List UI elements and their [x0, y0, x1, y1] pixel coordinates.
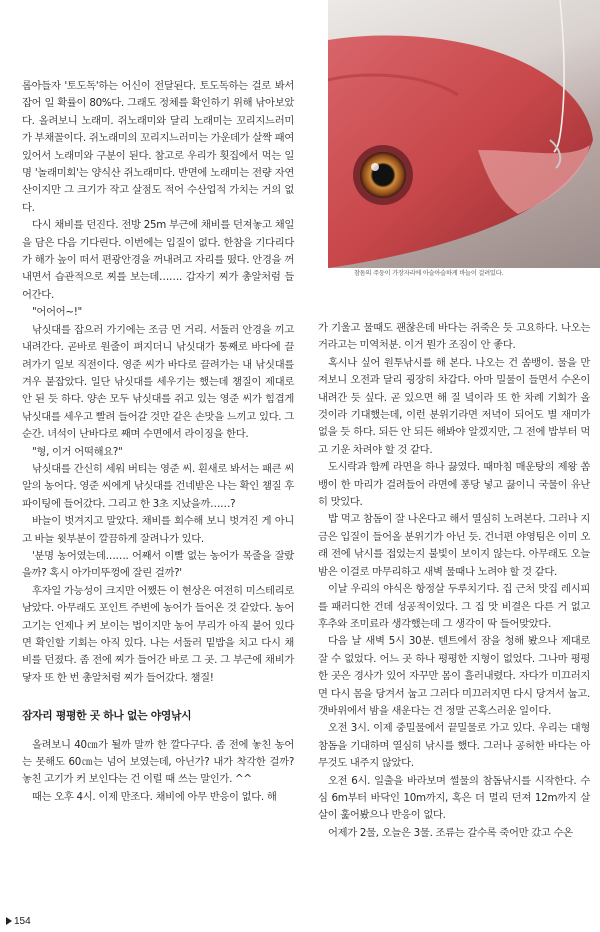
- section-heading: 잠자리 평평한 곳 하나 없는 야영낚시: [22, 709, 192, 723]
- paragraph: 혹시나 싶어 원투낚시를 해 본다. 나오는 건 쏨뱅이. 물을 만져보니 오전과 달리 굉장히 차갑다. 아마 밀물이 들면서 수온이 내려간 듯 싶다. 곧 있으면 해 질 녘이라 또 한 차례 기회가 올 것이라 기대했는데, 이런 분위기라면 저녁이 되어도 별 재미가 없을 듯 하다. 되든 안 되든 해봐야 알겠지만, 그 전에 밥부터 먹고 기운 차려야 할 것 같다.: [318, 356, 590, 456]
- paragraph: 낚싯대를 잡으러 가기에는 조금 먼 거리. 서둘러 안경을 끼고 내려간다. 곧바로 원줄이 펴지더니 낚싯대가 통째로 바다에 끌려가기 일보 직전이다. 영준 씨가 바다로 끌려가는 내 낚싯대를 겨우 붙잡았다. 일단 낚싯대를 세우기는 했는데 챔질이 제대로 안 된 듯 하다. 양손 모두 낚싯대를 쥐고 있는 영준 씨가 힘겹게 낚싯대를 세우고 빨려 들어갈 것만 같은 손맛을 느끼고 있다. 그 순간. 녀석이 난바다로 째며 수면에서 라이징을 한다.: [22, 323, 294, 441]
- page-number: [6, 916, 31, 927]
- paragraph: 어제가 2물, 오늘은 3물. 조류는 갈수록 죽어만 갔고 수온: [328, 826, 573, 839]
- paragraph: 롭아들자 '토도독'하는 어신이 전달된다. 토도독하는 걸로 봐서 잡어 일 확률이 80%다. 그래도 정체를 확인하기 위해 낚아보았다. 올려보니 노래미. 쥐노래미와 달리 노래미는 꼬리지느러미가 부채꼴이다. 쥐노래미의 꼬리지느러미는 가운데가 살짝 패여있어서 노래미와 구분이 된다. 참고로 우리가 횟집에서 먹는 일명 '놀래미회'는 양식산 쥐노래미다. 반면에 노래미는 전량 자연산이지만 그 크기가 작고 살점도 적어 수산업적 가치는 거의 없다.: [22, 80, 294, 214]
- paragraph: 때는 오후 4시. 이제 만조다. 채비에 아무 반응이 없다. 해: [32, 790, 277, 803]
- dialogue-line: "어어어~!": [32, 306, 82, 319]
- dialogue-line: "형, 이거 어떡해요?": [32, 445, 123, 458]
- paragraph: 오전 3시. 이제 중밀물에서 끝밀물로 가고 있다. 우리는 대형 참돔을 기대하며 열심히 낚시를 했다. 그러나 공허한 바다는 아무것도 내주지 않았다.: [318, 722, 590, 770]
- paragraph: 이날 우리의 야식은 항정살 두루치기다. 집 근처 맛집 레시피를 패러디한 건데 성공적이었다. 그 집 맛 비결은 다른 거 없고 후추와 조미료라 생각했는데 그 생각이 딱 들어맞았다.: [318, 583, 590, 630]
- paragraph: 다음 날 새벽 5시 30분. 텐트에서 잠을 청해 봤으나 제대로 잘 수 없었다. 어느 곳 하나 평평한 지형이 없었다. 그나마 평평한 곳은 경사가 있어 자꾸만 몸이 흘러내렸다. 자다가 미끄러지면 다시 몸을 당겨서 눕고 그러다 미끄러지면 다시 당겨서 눕고. 갯바위에서 밤을 새운다는 건 정말 곤혹스러운 일이다.: [318, 635, 590, 717]
- paragraph: 밥 먹고 참돔이 잘 나온다고 해서 열심히 노려본다. 그러나 지금은 입질이 들어올 분위기가 아닌 듯. 건너편 야영팀은 이미 오래 전에 낚시를 접었는지 불빛이 보이지 않는다. 아무래도 오늘 밤은 이걸로 마무리하고 새벽 물때나 노려야 할 것 같다.: [318, 513, 590, 578]
- triangle-marker-icon: [6, 917, 12, 925]
- paragraph: 후자일 가능성이 크지만 어쨌든 이 현상은 여전히 미스테리로 남았다. 아무래도 포인트 주변에 농어가 들어온 것 같았다. 농어 고기는 언제나 커 보이는 법이지만 농어 무리가 아직 붙어 있다면 확인할 기회는 아직 있다. 나는 서둘러 밑밥을 치고 다시 채비를 던졌다. 좀 전에 찌가 들어간 바로 그 곳. 그 부근에 채비가 닿자 또 한 번 총알처럼 찌가 들어갔다. 챔질!: [22, 584, 294, 684]
- paragraph: 올려보니 40㎝가 될까 말까 한 깔다구다. 좀 전에 놓친 농어는 못해도 60㎝는 넘어 보였는데, 아닌가? 내가 착각한 걸까? 놓친 고기가 커 보인다는 건 이럴 때 쓰는 말인가. ^^: [22, 738, 294, 786]
- right-column: [318, 0, 590, 842]
- paragraph: 다시 채비를 던진다. 전방 25m 부근에 채비를 던져놓고 채일을 담은 다음 기다린다. 이번에는 입질이 없다. 한참을 기다리다가 해가 높이 떠서 편광안경을 꺼내려고 자리를 떴다. 안경을 꺼내면서 습관적으로 찌를 보는데……. 갑자기 찌가 총알처럼 들어간다.: [22, 219, 294, 301]
- photo-caption: 참돔의 주둥이 가장자리에 아슬아슬하게 바늘이 걸려있다.: [354, 270, 504, 277]
- paragraph: 오전 6시. 일출을 바라보며 썰물의 참돔낚시를 시작한다. 수심 6m부터 바닥인 10m까지, 혹은 더 멀리 던져 12m까지 살살이 훑어봤으나 반응이 없다.: [318, 774, 590, 822]
- paragraph: 가 기울고 물때도 괜찮은데 바다는 쥐죽은 듯 고요하다. 나오는 거라고는 미역처분. 이거 뭔가 조짐이 안 좋다.: [318, 322, 590, 352]
- paragraph: 낚싯대를 간신히 세워 버티는 영준 씨. 흰새로 봐서는 패큰 씨알의 농어다. 영준 씨에게 낚싯대를 건네받은 나는 확인 챔질 후 파이팅에 들어갔다. 그리고 한 3초 지났을까……?: [22, 462, 294, 510]
- paragraph: 도시락과 함께 라면을 하나 끓였다. 때마침 매운탕의 제왕 쏨뱅이 한 마리가 걸려들어 라면에 퐁당 넣고 끓이니 국물이 유난히 맛있다.: [318, 461, 590, 509]
- paragraph: '분명 농어였는데……. 어째서 이빨 없는 농어가 목줄을 잘랐을까? 혹시 아가미뚜껑에 잘린 걸까?': [22, 549, 294, 580]
- page-number-label: 154: [14, 916, 31, 927]
- paragraph: 바늘이 벗겨지고 말았다. 채비를 회수해 보니 벗겨진 게 아니고 바늘 윗부분이 깔끔하게 잘려나가 있다.: [22, 515, 294, 545]
- left-column: [22, 0, 294, 806]
